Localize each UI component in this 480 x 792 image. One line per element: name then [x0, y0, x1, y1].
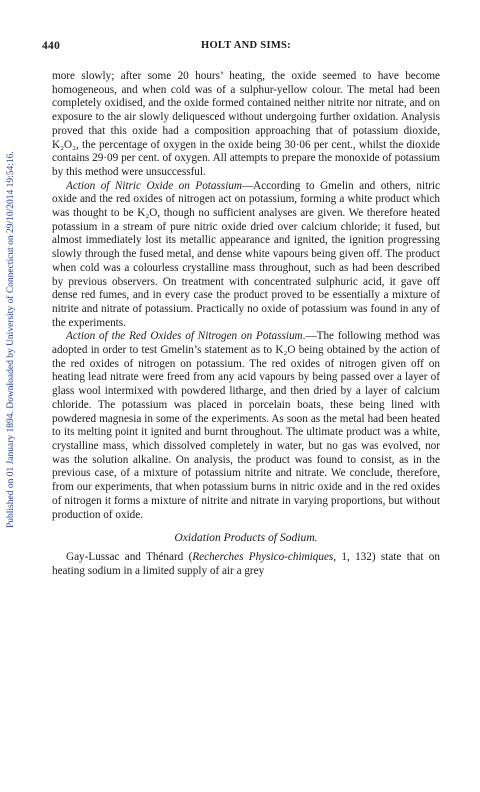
paragraph-4-lead: Gay-Lussac and Thénard ( — [66, 550, 193, 563]
paragraph-4-reference: Recherches Physico-chimiques — [192, 550, 334, 563]
download-watermark: Published on 01 January 1894. Downloaded by University of Connecticut on 29/10/2014 19:54:16. — [6, 151, 16, 529]
paragraph-1-text: more slowly; after some 20 hours’ heating, the oxide seemed to have become homogeneous, and when cold was of a sulphur-yellow colour. The metal had been completely oxidised, and the oxide formed contained neither nitrite nor nitrate, and on exposure to the air slowly deliquesced without undergoing further oxidation. Analysis proved that this oxide had a composition approaching that of potassium dioxide, K₂O₂, the percentage of oxygen in the oxide being 30·06 per cent., whilst the dioxide contains 29·09 per cent. of oxygen. All attempts to prepare the monoxide of potassium by this method were unsuccessful. — [52, 70, 440, 178]
paragraph-3-text: .—The following method was adopted in order to test Gmelin’s statement as to K₂O being obtained by the action of the red oxides of nitrogen on potassium. The red oxides of nitrogen given off on heating lead nitrate were freed from any acid vapours by being passed over a layer of glass wool intermixed with powdered litharge, and then dried by a layer of calcium chloride. The potassium was placed in porcelain boats, these being lined with powdered magnesia in some of the experiments. As soon as the metal had been heated to its melting point it ignited and burnt throughout. The ultimate product was a white, crystalline mass, which dissolved completely in water, but no gas was evolved, nor was the solution alkaline. On analysis, the product was found to consist, as in the previous case, of a mixture of potassium nitrite and nitrate. We conclude, therefore, from our experiments, that when potassium burns in nitric oxide and in the red oxides of nitrogen it forms a mixture of nitrite and nitrate in varying proportions, but without production of oxide. — [52, 330, 441, 521]
article-body — [52, 70, 440, 578]
paragraph-2-text: —According to Gmelin and others, nitric oxide and the red oxides of nitrogen act on potassium, forming a white product which was thought to be K₂O, though no sufficient analyses are given. We therefore heated potassium in a stream of pure nitric oxide dried over calcium chloride; it fused, but almost immediately lost its metallic appearance and ignited, the ignition progressing slowly through the fused metal, and dense white vapours being given off. The product when cold was a colourless crystalline mass throughout, such as had been described by previous observers. On treatment with concentrated sulphuric acid, it gave off dense red fumes, and in every case the product proved to be essentially a mixture of nitrite and nitrate of potassium. Practically no oxide of potassium was found in any of the experiments. — [52, 179, 440, 329]
paragraph-4-text: , 1, 132) state that on heating sodium in a limited supply of air a grey — [52, 550, 440, 577]
paragraph-1 — [52, 70, 440, 180]
document-page — [42, 40, 441, 578]
section-heading: Oxidation Products of Sodium. — [174, 531, 318, 545]
paragraph-3 — [52, 330, 440, 522]
paragraph-2-heading: Action of Nitric Oxide on Potassium — [66, 179, 242, 192]
page-number: 440 — [42, 40, 61, 52]
running-head — [42, 40, 440, 60]
paragraph-3-heading: Action of the Red Oxides of Nitrogen on Potassium — [66, 330, 303, 343]
running-title: HOLT AND SIMS: — [201, 40, 291, 51]
paragraph-2 — [52, 180, 440, 331]
paragraph-4 — [52, 551, 440, 578]
